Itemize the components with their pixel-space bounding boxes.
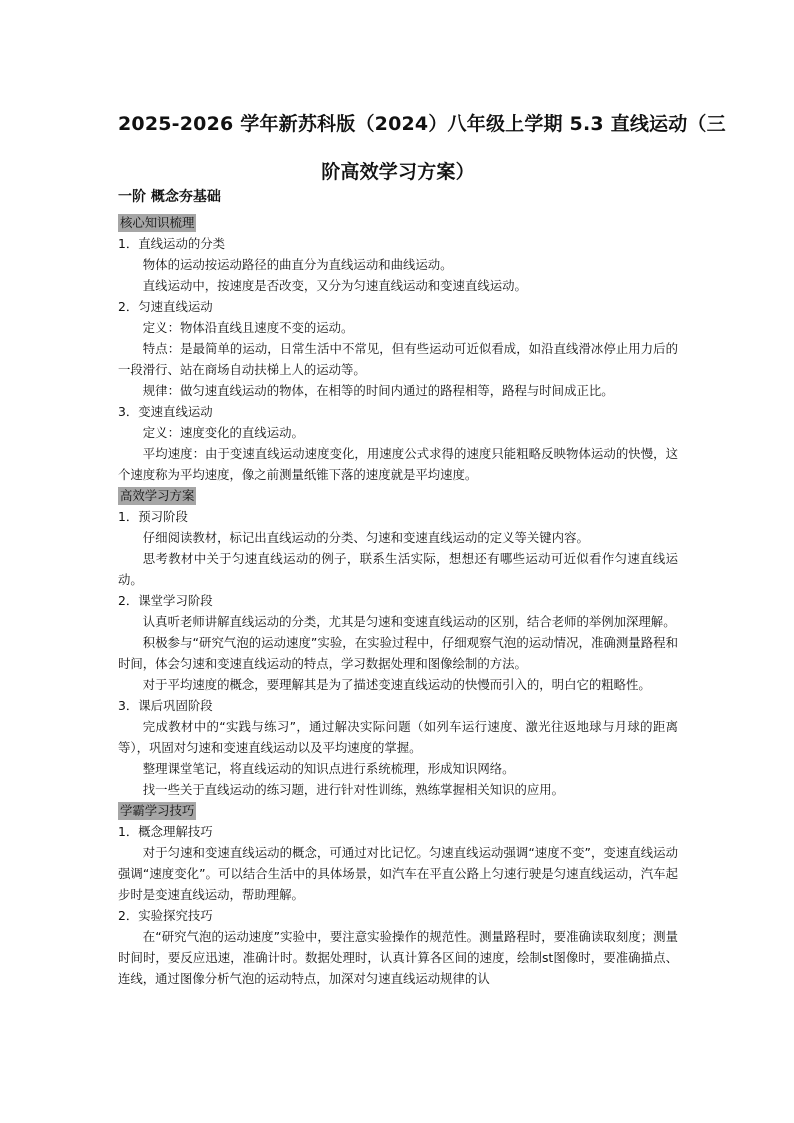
paragraph: 平均速度：由于变速直线运动速度变化，用速度公式求得的速度只能粗略反映物体运动的快慢，这个速度称为平均速度，像之前测量纸锥下落的速度就是平均速度。 <box>118 446 678 482</box>
section-header: 学霸学习技巧 <box>120 803 195 818</box>
item-title: 1．直线运动的分类 <box>118 236 226 251</box>
section-header: 高效学习方案 <box>120 488 195 503</box>
paragraph: 定义：物体沿直线且速度不变的运动。 <box>142 320 354 335</box>
section-study-plan <box>118 485 678 800</box>
section-header: 核心知识梳理 <box>120 215 195 230</box>
item-title: 2．实验探究技巧 <box>118 908 213 923</box>
paragraph: 积极参与“研究气泡的运动速度”实验，在实验过程中，仔细观察气泡的运动情况，准确测量路程和时间，体会匀速和变速直线运动的特点，学习数据处理和图像绘制的方法。 <box>118 635 678 671</box>
paragraph: 思考教材中关于匀速直线运动的例子，联系生活实际，想想还有哪些运动可近似看作匀速直线运动。 <box>118 551 678 587</box>
paragraph: 在“研究气泡的运动速度”实验中，要注意实验操作的规范性。测量路程时，要准确读取刻度；测量时间时，要反应迅速，准确计时。数据处理时，认真计算各区间的速度，绘制st图像时，要准确描点、连线，通过图像分析气泡的运动特点，加深对匀速直线运动规律的认 <box>118 929 678 986</box>
paragraph: 定义：速度变化的直线运动。 <box>142 425 304 440</box>
item-title: 3．课后巩固阶段 <box>118 698 213 713</box>
item-title: 1．预习阶段 <box>118 509 188 524</box>
item-title: 2．匀速直线运动 <box>118 299 213 314</box>
paragraph: 对于匀速和变速直线运动的概念，可通过对比记忆。匀速直线运动强调“速度不变”，变速直线运动强调“速度变化”。可以结合生活中的具体场景，如汽车在平直公路上匀速行驶是匀速直线运动，汽车起步时是变速直线运动，帮助理解。 <box>118 845 678 902</box>
document-title <box>118 100 726 196</box>
document-body <box>118 185 678 989</box>
section-core-knowledge <box>118 212 678 485</box>
paragraph: 对于平均速度的概念，要理解其是为了描述变速直线运动的快慢而引入的，明白它的粗略性。 <box>142 677 651 692</box>
title-line-1: 2025-2026 学年新苏科版（2024）八年级上学期 5.3 直线运动（三 <box>118 113 726 135</box>
title-line-2: 阶高效学习方案） <box>321 161 475 183</box>
item-title: 2．课堂学习阶段 <box>118 593 213 608</box>
paragraph: 直线运动中，按速度是否改变，又分为匀速直线运动和变速直线运动。 <box>142 278 527 293</box>
paragraph: 找一些关于直线运动的练习题，进行针对性训练，熟练掌握相关知识的应用。 <box>142 782 565 797</box>
item-title: 3．变速直线运动 <box>118 404 213 419</box>
paragraph: 完成教材中的“实践与练习”，通过解决实际问题（如列车运行速度、激光往返地球与月球的距离等），巩固对匀速和变速直线运动以及平均速度的掌握。 <box>118 719 678 755</box>
paragraph: 物体的运动按运动路径的曲直分为直线运动和曲线运动。 <box>142 257 453 272</box>
paragraph: 整理课堂笔记，将直线运动的知识点进行系统梳理，形成知识网络。 <box>142 761 515 776</box>
tier-heading: 一阶 概念夯基础 <box>118 189 221 205</box>
paragraph: 规律：做匀速直线运动的物体，在相等的时间内通过的路程相等，路程与时间成正比。 <box>142 383 614 398</box>
item-title: 1．概念理解技巧 <box>118 824 213 839</box>
paragraph: 仔细阅读教材，标记出直线运动的分类、匀速和变速直线运动的定义等关键内容。 <box>142 530 589 545</box>
section-study-tips <box>118 800 678 989</box>
paragraph: 认真听老师讲解直线运动的分类，尤其是匀速和变速直线运动的区别，结合老师的举例加深理解。 <box>142 614 676 629</box>
paragraph: 特点：是最简单的运动，日常生活中不常见，但有些运动可近似看成，如沿直线滑冰停止用力后的一段滑行、站在商场自动扶梯上人的运动等。 <box>118 341 678 377</box>
